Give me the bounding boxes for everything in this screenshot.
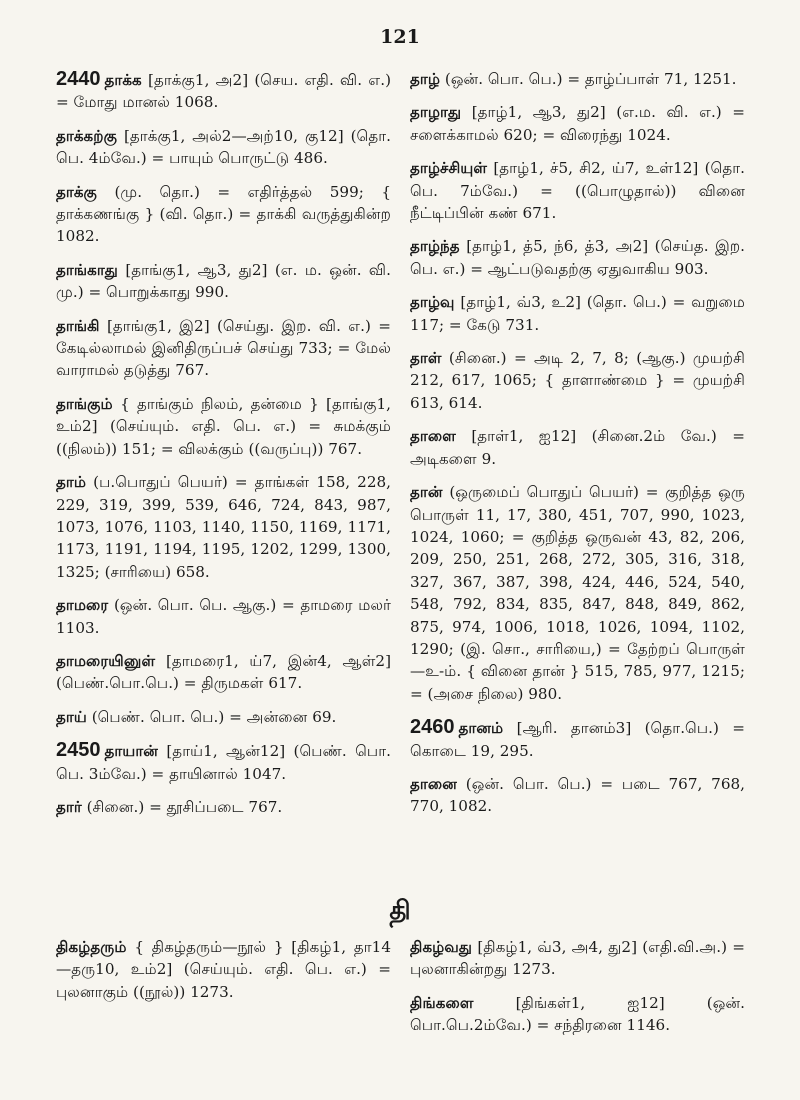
- headword: திகழ்வது: [410, 938, 473, 956]
- definition: (பெண். பொ. பெ.) = அன்னை 69.: [91, 707, 337, 726]
- entry-number: 2440: [56, 68, 101, 90]
- headword: தாழ்ந்த: [410, 237, 460, 256]
- headword: தாம்: [56, 473, 87, 492]
- dictionary-entry: [56, 125, 391, 170]
- headword: தாயான்: [104, 742, 159, 761]
- definition: { தாங்கும் நிலம், தன்மை } [தாங்கு1, உம்2] (செய்யும். எதி. பெ. எ.) = சுமக்கும் ((நிலம்)) 151; = விலக்கும் ((வருப்பு)) 767.: [56, 394, 391, 458]
- right-column: [410, 68, 745, 829]
- headword: தார்: [56, 797, 82, 816]
- headword: தாக்கற்கு: [56, 126, 118, 145]
- dictionary-entry: [410, 936, 745, 981]
- headword: தாக்கு: [56, 182, 97, 201]
- entry-number: 2460: [410, 716, 455, 739]
- definition: [தாக்கு1, அ2] (செய. எதி. வி. எ.) = மோது மானல் 1068.: [56, 71, 391, 112]
- headword: தானை: [410, 774, 457, 793]
- dictionary-entry: [56, 650, 391, 695]
- definition: [தாங்கு1, இ2] (செய்து. இற. வி. எ.) = கேடில்லாமல் இனிதிருப்பச் செய்து 733; = மேல் வாராமல் தடுத்து 767.: [56, 316, 391, 380]
- dictionary-entry: [410, 235, 745, 280]
- definition: [தாக்கு1, அல்2—அற்10, கு12] (தொ. பெ. 4ம்வே.) = பாயும் பொருட்டு 486.: [56, 126, 391, 168]
- dictionary-entry: [410, 425, 745, 470]
- dictionary-entry: [56, 936, 391, 1003]
- definition: (சினை.) = தூசிப்படை 767.: [86, 797, 283, 816]
- lower-right-column: [410, 936, 745, 1048]
- dictionary-entry: [410, 481, 745, 705]
- definition: [தாள்1, ஐ12] (சினை.2ம் வே.) = அடிகளை 9.: [410, 427, 745, 468]
- headword: தாய்: [56, 707, 87, 726]
- dictionary-entry: [410, 157, 745, 224]
- dictionary-entry: [56, 181, 391, 248]
- definition: [தாழ்1, த்5, ந்6, த்3, அ2] (செய்த. இற. பெ. எ.) = ஆட்படுவதற்கு ஏதுவாகிய 903.: [410, 237, 746, 278]
- headword: தாங்காது: [56, 260, 118, 279]
- definition: [தாய்1, ஆன்12] (பெண். பொ. பெ. 3ம்வே.) = தாயினால் 1047.: [56, 742, 391, 783]
- dictionary-entry: [410, 773, 745, 818]
- headword: தாங்கி: [56, 316, 100, 335]
- dictionary-entry: [56, 68, 391, 114]
- entry-number: 2450: [56, 739, 101, 762]
- headword: தாள்: [410, 349, 442, 368]
- definition: (ஒன். பொ. பெ. ஆகு.) = தாமரை மலர் 1103.: [56, 596, 391, 637]
- headword: தாழ்: [410, 70, 441, 88]
- headword: தாழ்வு: [410, 293, 455, 312]
- dictionary-entry: [410, 716, 745, 762]
- headword: தாங்கும்: [56, 394, 113, 413]
- left-column: [56, 68, 391, 829]
- headword: தாமரையினுள்: [56, 651, 156, 670]
- section-heading: தி: [389, 896, 411, 926]
- definition: (ஒன். பொ. பெ.) = தாழ்ப்பாள் 71, 1251.: [444, 70, 737, 88]
- definition: [தாழ்1, ச்5, சி2, ய்7, உள்12] (தொ. பெ. 7ம்வே.) = ((பொழுதால்)) வினை நீட்டிப்பின் கண் 671.: [410, 159, 745, 223]
- dictionary-entry: [56, 259, 391, 304]
- dictionary-entry: [410, 992, 745, 1037]
- lower-left-column: [56, 936, 391, 1014]
- definition: (ஒருமைப் பொதுப் பெயர்) = குறித்த ஒரு பொருள் 11, 17, 380, 451, 707, 990, 1023, 1024, 1060; = குறித்த ஒருவன் 43, 82, 206, 209, 250, 251, 268, 272, 305, 316, 318, 327, 367, 387, 398, 424, 446, 524, 540, 548, 792, 834, 835, 847, 848, 849, 862, 875, 974, 1006, 1018, 1026, 1094, 1102, 1290; (இ. சொ., சாரியை,) = தேற்றப் பொருள்—உ-ம். { வினை தான் } 515, 785, 977, 1215; = (அசை நிலை) 980.: [410, 483, 745, 703]
- headword: தாமரை: [56, 596, 109, 615]
- dictionary-entry: [410, 347, 745, 414]
- dictionary-entry: [410, 68, 745, 90]
- dictionary-entry: [56, 315, 391, 382]
- dictionary-entry: [56, 706, 391, 728]
- dictionary-entry: [56, 594, 391, 639]
- definition: (மு. தொ.) = எதிர்த்தல் 599; { தாக்கணங்கு } (வி. தொ.) = தாக்கி வருத்துகின்ற 1082.: [56, 182, 391, 246]
- headword: தானம்: [458, 719, 504, 738]
- definition: (சினை.) = அடி 2, 7, 8; (ஆகு.) முயற்சி 212, 617, 1065; { தாளாண்மை } = முயற்சி 613, 614.: [410, 349, 745, 412]
- definition: [ஆரி. தானம்3] (தொ.பெ.) = கொடை 19, 295.: [410, 719, 746, 760]
- headword: தாளை: [410, 427, 456, 446]
- definition: { திகழ்தரும்—நூல் } [திகழ்1, தா14—தரு10, உம்2] (செய்யும். எதி. பெ. எ.) = புலனாகும் ((நூல்)) 1273.: [56, 938, 391, 1001]
- definition: [திங்கள்1, ஐ12] (ஒன். பொ.பெ.2ம்வே.) = சந்திரனை 1146.: [410, 993, 746, 1035]
- headword: திங்களை: [410, 993, 474, 1012]
- dictionary-entry: [56, 393, 391, 460]
- dictionary-entry: [56, 739, 391, 785]
- definition: [திகழ்1, வ்3, அ4, து2] (எதி.வி.அ.) = புலனாகின்றது 1273.: [410, 938, 745, 979]
- definition: (ப.பொதுப் பெயர்) = தாங்கள் 158, 228, 229, 319, 399, 539, 646, 724, 843, 987, 1073, 1076, 1103, 1140, 1150, 1169, 1171, 1173, 1191, 1194, 1195, 1202, 1299, 1300, 1325; (சாரியை) 658.: [56, 473, 391, 581]
- dictionary-entry: [56, 471, 391, 583]
- definition: (ஒன். பொ. பெ.) = படை 767, 768, 770, 1082.: [410, 774, 745, 816]
- dictionary-entry: [410, 291, 745, 336]
- definition: [தாழ்1, வ்3, உ2] (தொ. பெ.) = வறுமை 117; = கேடு 731.: [410, 293, 746, 334]
- headword: திகழ்தரும்: [56, 938, 127, 956]
- headword: தாழ்ச்சியுள்: [410, 159, 488, 178]
- headword: தான்: [410, 483, 443, 502]
- headword: தாழாது: [410, 103, 462, 122]
- headword: தாக்க: [104, 71, 142, 89]
- page-number: 121: [380, 26, 420, 48]
- definition: [தாங்கு1, ஆ3, து2] (எ. ம. ஒன். வி. மு.) = பொறுக்காது 990.: [56, 260, 391, 302]
- definition: [தாமரை1, ய்7, இன்4, ஆள்2] (பெண்.பொ.பெ.) = திருமகள் 617.: [56, 651, 391, 693]
- dictionary-entry: [56, 796, 391, 818]
- definition: [தாழ்1, ஆ3, து2] (எ.ம. வி. எ.) = சளைக்காமல் 620; = விரைந்து 1024.: [410, 103, 745, 144]
- dictionary-entry: [410, 101, 745, 146]
